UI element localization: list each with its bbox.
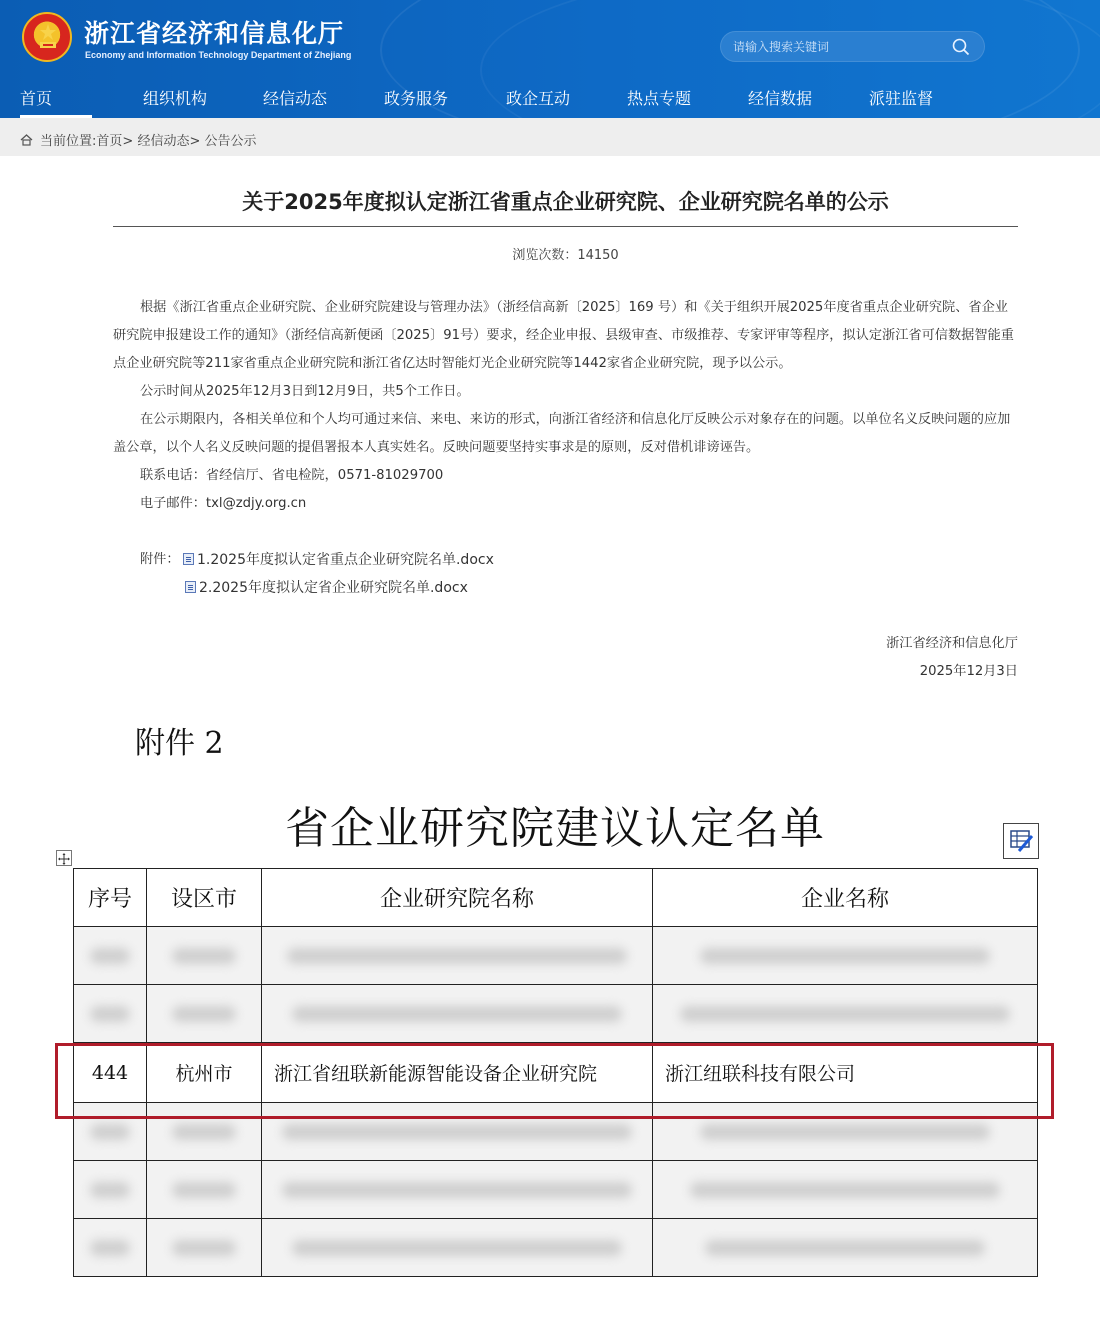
- contact-phone: 联系电话：省经信厅、省电检院，0571-81029700: [140, 468, 444, 483]
- annex-heading: 附件 2: [135, 726, 224, 761]
- attachments-label: 附件：: [140, 552, 180, 567]
- contact-email: 电子邮件：txl@zdjy.org.cn: [140, 496, 307, 511]
- cell-no: 444: [74, 1043, 147, 1103]
- main-nav: [0, 82, 1100, 118]
- column-header-no: 序号: [74, 869, 147, 927]
- view-count: [113, 244, 1018, 263]
- title-divider: [113, 226, 1018, 227]
- annex-title: 省企业研究院建议认定名单: [285, 803, 825, 854]
- table-edit-icon: [1003, 823, 1039, 859]
- search-box: [720, 31, 985, 62]
- article-paragraph: 根据《浙江省重点企业研究院、企业研究院建设与管理办法》（浙经信高新〔2025〕169 号）和《关于组织开展2025年度省重点企业研究院、省企业研究院申报建设工作的通知》（浙经信高新便函〔2025〕91号）要求，经企业申报、县级审查、市级推荐、专家评审等程序，拟认定浙江省可信数据智能重点企业研究院等211家省重点企业研究院和浙江省亿达时智能灯光企业研究院等1442家省企业研究院，现予以公示。: [113, 300, 1014, 371]
- attachment-name[interactable]: 2.2025年度拟认定省企业研究院名单.docx: [199, 580, 468, 596]
- highlight-annotation-box: [55, 1043, 1054, 1119]
- nav-organization[interactable]: 组织机构: [142, 89, 207, 108]
- view-count-label: 浏览次数：: [512, 248, 578, 263]
- column-header-company: 企业名称: [653, 869, 1038, 927]
- breadcrumb: [40, 130, 257, 149]
- blurred-table-row: [74, 927, 1038, 985]
- column-header-institute: 企业研究院名称: [262, 869, 653, 927]
- breadcrumb-notices[interactable]: 公告公示: [204, 134, 257, 149]
- signature-date: 2025年12月3日: [919, 664, 1018, 679]
- cell-city: 杭州市: [147, 1043, 262, 1103]
- nav-home[interactable]: 首页: [20, 86, 92, 118]
- blurred-table-row: [74, 1219, 1038, 1277]
- site-title[interactable]: 浙江省经济和信息化厅: [84, 19, 345, 48]
- site-subtitle: Economy and Information Technology Department of Zhejiang: [85, 50, 352, 60]
- site-header: [0, 0, 1100, 118]
- article-paragraph: 公示时间从2025年12月3日到12月9日，共5个工作日。: [140, 384, 470, 399]
- search-input[interactable]: [733, 38, 948, 56]
- column-header-city: 设区市: [147, 869, 262, 927]
- breadcrumb-separator: >: [122, 134, 138, 149]
- cell-company: 浙江纽联科技有限公司: [653, 1043, 1038, 1103]
- table-move-handle-icon: [56, 850, 72, 866]
- view-count-value: 14150: [577, 248, 619, 263]
- breadcrumb-home[interactable]: 首页: [96, 134, 123, 149]
- word-doc-icon: [183, 553, 194, 565]
- breadcrumb-separator: >: [189, 134, 205, 149]
- attachment-link-2[interactable]: [185, 574, 468, 602]
- nav-interaction[interactable]: 政企互动: [505, 89, 570, 108]
- table-header-row: [74, 869, 1038, 927]
- breadcrumb-bar: [0, 118, 1100, 156]
- home-icon: [20, 131, 33, 150]
- attachment-name[interactable]: 1.2025年度拟认定省重点企业研究院名单.docx: [197, 552, 494, 568]
- national-emblem-icon[interactable]: [22, 12, 72, 62]
- blurred-table-row: [74, 985, 1038, 1043]
- word-doc-icon: [185, 581, 196, 593]
- cell-institute: 浙江省纽联新能源智能设备企业研究院: [262, 1043, 653, 1103]
- attachment-link-1[interactable]: [183, 546, 494, 574]
- nav-topics[interactable]: 热点专题: [626, 89, 691, 108]
- article-paragraph: 在公示期限内，各相关单位和个人均可通过来信、来电、来访的形式，向浙江省经济和信息化厅反映公示对象存在的问题。以单位名义反映问题的应加盖公章，以个人名义反映问题的提倡署报本人真实姓名。反映问题要坚持实事求是的原则，反对借机诽谤诬告。: [113, 412, 1011, 455]
- blurred-table-row: [74, 1161, 1038, 1219]
- breadcrumb-news[interactable]: 经信动态: [137, 134, 190, 149]
- nav-supervision[interactable]: 派驻监督: [868, 89, 933, 108]
- search-icon[interactable]: [952, 38, 970, 60]
- nav-news[interactable]: 经信动态: [262, 89, 327, 108]
- article-title: 关于2025年度拟认定浙江省重点企业研究院、企业研究院名单的公示: [242, 190, 889, 214]
- breadcrumb-prefix: 当前位置:: [40, 134, 97, 149]
- signature-organization: 浙江省经济和信息化厅: [886, 636, 1018, 651]
- nav-gov-services[interactable]: 政务服务: [383, 89, 448, 108]
- nav-data[interactable]: 经信数据: [747, 89, 812, 108]
